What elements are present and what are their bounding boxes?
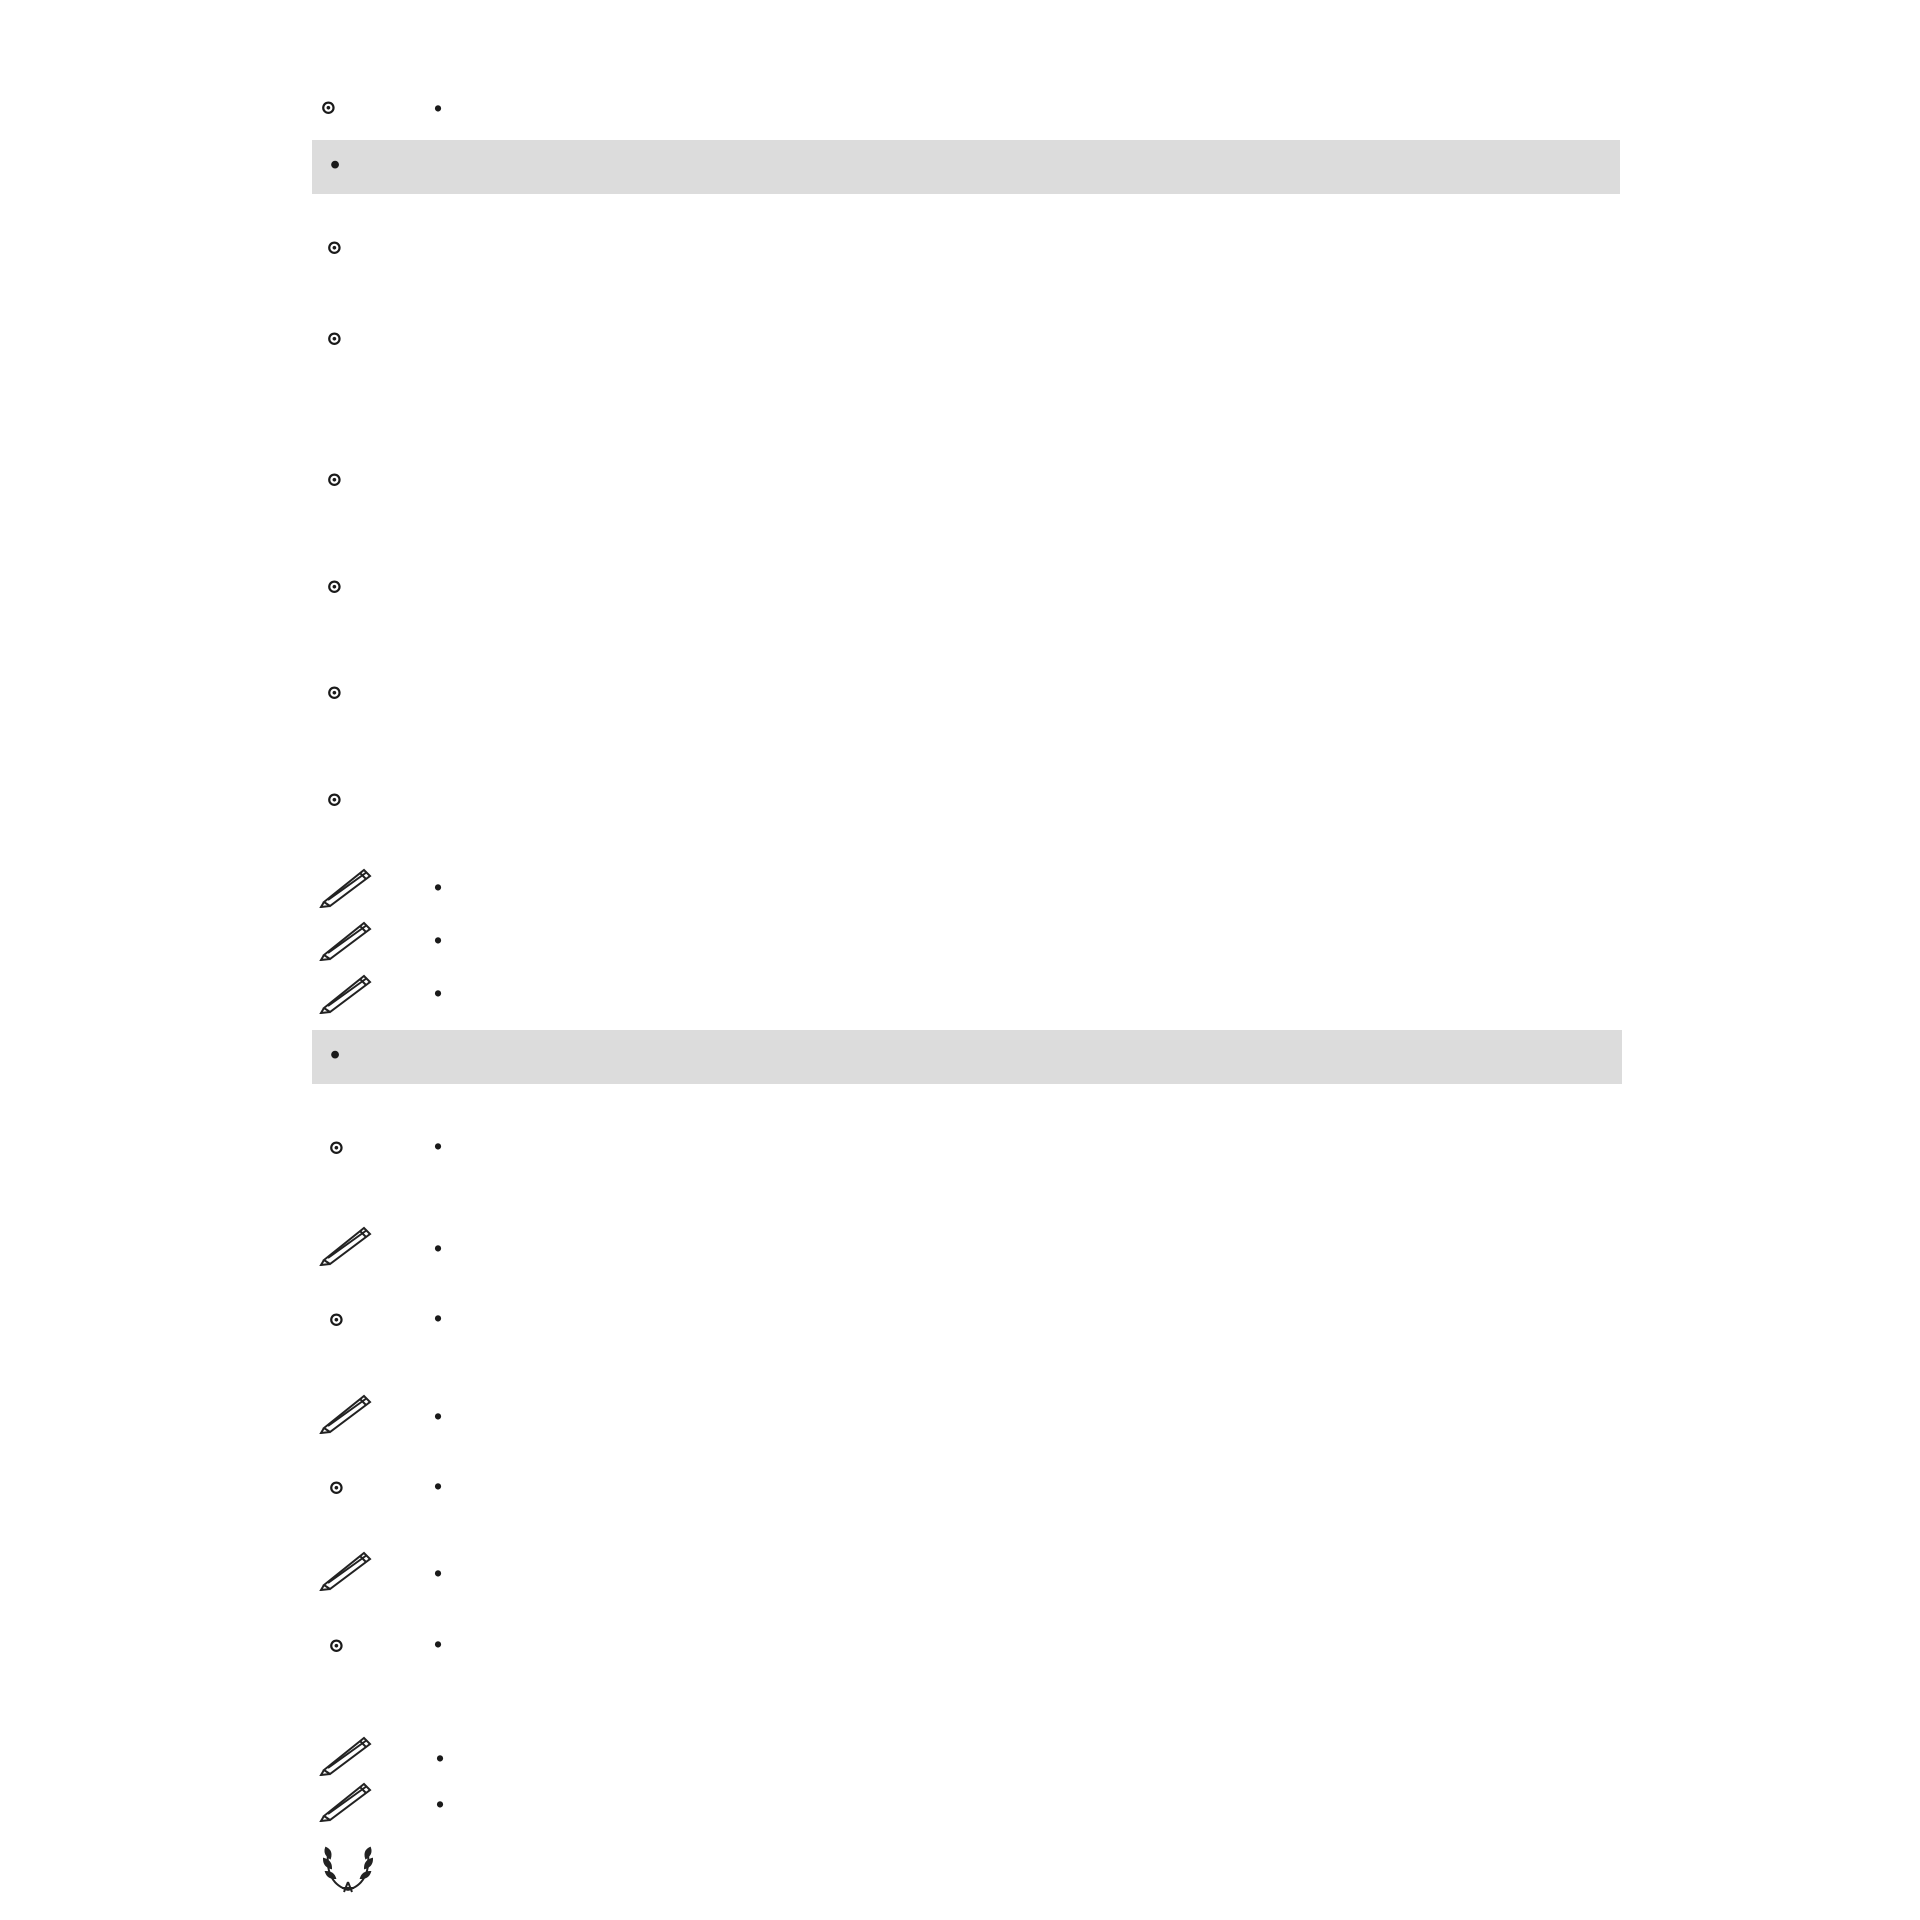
string-entry-e: • [434, 1474, 443, 1499]
staff-eighth-notes [1085, 658, 1625, 758]
pencil-icon [318, 915, 374, 961]
cd-icon: ⊙ [326, 469, 343, 491]
pencil-icon [318, 1388, 374, 1434]
cd-icon: ⊙ [326, 328, 343, 350]
track-number [328, 1134, 351, 1160]
pencil-icon [318, 1545, 374, 1591]
track-number [328, 1632, 351, 1658]
staff-half-notes [1085, 446, 1625, 546]
track-number [326, 234, 349, 260]
track-number [326, 679, 349, 705]
staff-quarter-notes [1085, 205, 1625, 305]
pencil-icon [318, 862, 374, 908]
staff-d-string-pattern [1115, 1100, 1625, 1230]
brain-teaser-3: • [434, 1561, 443, 1586]
page-title [0, 10, 1920, 78]
staff-e-string-pattern [1115, 1420, 1625, 1550]
pencil-icon [318, 968, 374, 1014]
worksheet-note-circles: • [434, 981, 443, 1006]
tuning-entry: • [434, 96, 443, 121]
track-number [328, 1474, 351, 1500]
string-entry-a: • [434, 1306, 443, 1331]
brain-teaser-2: • [434, 1404, 443, 1429]
worksheet-staff: • [434, 928, 443, 953]
cd-icon: ⊙ [326, 237, 343, 259]
staff-eighth-and-half-notes [1085, 765, 1625, 865]
cd-icon: ⊙ [326, 576, 343, 598]
staff-quarter-notes-rests [1085, 328, 1625, 428]
final-entry-test: • [436, 1792, 445, 1817]
cd-icon: ⊙ [328, 1635, 345, 1657]
brain-teaser-1: • [434, 1236, 443, 1261]
section-header-2: • [312, 1030, 1622, 1084]
track-number [326, 466, 349, 492]
staff-a-string-pattern [1115, 1270, 1625, 1400]
pencil-icon [318, 1220, 374, 1266]
cd-icon: ⊙ [328, 1309, 345, 1331]
track-number [326, 573, 349, 599]
track-number [326, 325, 349, 351]
cd-icon: ⊙ [320, 97, 337, 119]
worksheet-clef: • [434, 875, 443, 900]
track-number [326, 786, 349, 812]
cd-icon: ⊙ [328, 1137, 345, 1159]
string-entry-d: • [434, 1134, 443, 1159]
cd-icon: ⊙ [326, 789, 343, 811]
pencil-icon [318, 1776, 374, 1822]
section-header-1: • [312, 140, 1620, 194]
track-number [328, 1306, 351, 1332]
final-entry-compositions: • [436, 1746, 445, 1771]
laurel-wreath-icon [320, 1838, 376, 1894]
cd-icon: ⊙ [326, 682, 343, 704]
staff-whole-notes [1085, 553, 1625, 653]
track-number [320, 94, 343, 120]
string-entry-g: • [434, 1632, 443, 1657]
pencil-icon [318, 1730, 374, 1776]
staff-g-string-pattern [1115, 1596, 1625, 1726]
cd-icon: ⊙ [328, 1477, 345, 1499]
